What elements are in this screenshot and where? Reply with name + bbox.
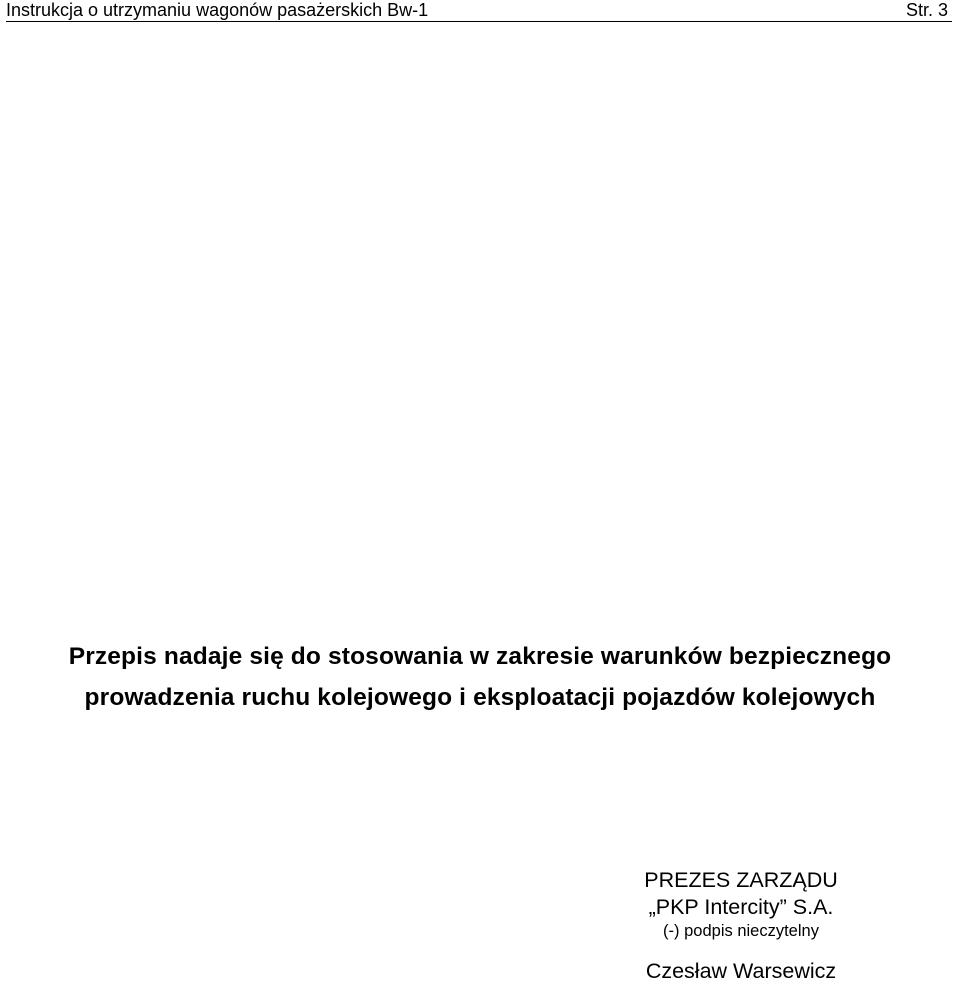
- approval-statement: [0, 636, 960, 718]
- signature-note: (-) podpis nieczytelny: [663, 922, 819, 940]
- signatory-name: Czesław Warsewicz: [645, 959, 837, 983]
- signature-block: [590, 866, 892, 984]
- statement-line-1: Przepis nadaje się do stosowania w zakresie warunków bezpiecznego: [68, 643, 892, 670]
- company-name: „PKP Intercity” S.A.: [648, 895, 834, 919]
- signatory-position: PREZES ZARZĄDU: [644, 868, 838, 892]
- page-number: Str. 3: [905, 0, 948, 20]
- document-title: Instrukcja o utrzymaniu wagonów pasażerskich Bw-1: [6, 0, 429, 20]
- statement-line-2: prowadzenia ruchu kolejowego i eksploatacji pojazdów kolejowych: [84, 684, 876, 711]
- page-header: [6, 0, 952, 22]
